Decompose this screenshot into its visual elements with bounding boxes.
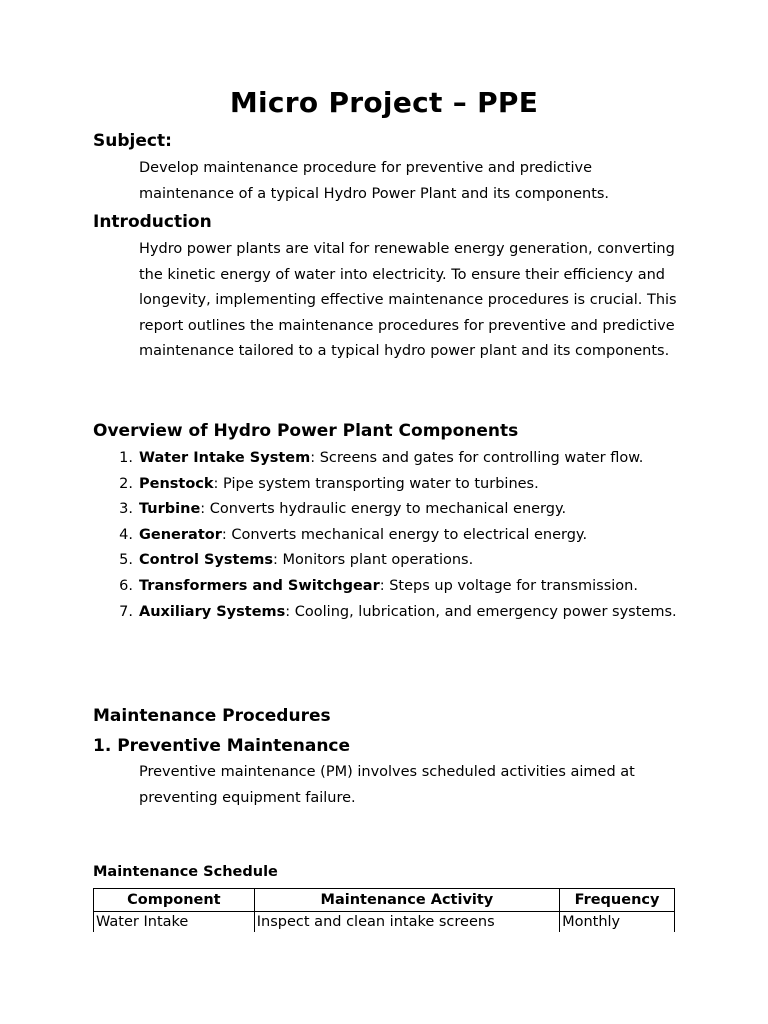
table-header-component: Component (94, 889, 255, 912)
introduction-heading: Introduction (93, 212, 212, 232)
list-item-number: 1. (119, 450, 133, 466)
components-list (93, 446, 693, 625)
list-item-term: Water Intake System (139, 450, 311, 466)
list-item-desc: : Screens and gates for controlling water flow. (310, 450, 644, 466)
overview-heading: Overview of Hydro Power Plant Components (93, 421, 519, 441)
list-item (93, 446, 693, 472)
maintenance-heading: Maintenance Procedures (93, 706, 331, 726)
list-item (93, 497, 693, 523)
introduction-text: Hydro power plants are vital for renewable energy generation, converting the kinetic energy of water into electricity. To ensure their efficiency and longevity, implementing effective maintenance procedures is crucial. This report outlines the maintenance procedures for preventive and predictive maintenance tailored to a typical hydro power plant and its components. (139, 241, 677, 360)
list-item-number: 4. (119, 526, 133, 543)
list-item-desc: : Pipe system transporting water to turbines. (213, 475, 539, 492)
list-item (93, 523, 693, 549)
list-item-desc: : Converts hydraulic energy to mechanical energy. (200, 501, 567, 518)
table-header-frequency: Frequency (560, 889, 675, 912)
list-item-number: 2. (119, 475, 133, 492)
list-item-desc: : Cooling, lubrication, and emergency power systems. (285, 603, 677, 620)
list-item-term: Control Systems (139, 552, 274, 569)
table-cell: Inspect and clean intake screens (254, 912, 559, 935)
table-row (94, 912, 675, 935)
list-item-number: 6. (119, 577, 133, 594)
list-item-number: 3. (119, 501, 133, 518)
table-cell: Monthly (560, 912, 675, 935)
list-item-desc: : Converts mechanical energy to electrical energy. (221, 526, 588, 543)
list-item (93, 472, 693, 498)
table-header-activity: Maintenance Activity (254, 889, 559, 912)
list-item-number: 5. (119, 552, 133, 569)
list-item-desc: : Monitors plant operations. (273, 552, 474, 569)
list-item-term: Turbine (139, 501, 201, 518)
list-item-term: Penstock (139, 475, 214, 492)
preventive-heading: 1. Preventive Maintenance (93, 736, 351, 756)
schedule-label: Maintenance Schedule (93, 864, 278, 880)
page-cutoff (0, 932, 768, 1024)
maintenance-schedule-table (93, 888, 675, 934)
list-item-term: Auxiliary Systems (139, 603, 286, 620)
document-title: Micro Project – PPE (229, 86, 539, 119)
subject-heading: Subject: (93, 131, 172, 151)
subject-text: Develop maintenance procedure for preventive and predictive maintenance of a typical Hydro Power Plant and its components. (139, 160, 610, 202)
list-item (93, 600, 693, 626)
list-item (93, 574, 693, 600)
table-header-row (94, 889, 675, 912)
list-item-term: Generator (139, 526, 222, 543)
table-cell: Water Intake (94, 912, 255, 935)
preventive-text: Preventive maintenance (PM) involves scheduled activities aimed at preventing equipment failure. (139, 764, 635, 806)
list-item (93, 548, 693, 574)
list-item-term: Transformers and Switchgear (139, 577, 380, 594)
list-item-number: 7. (119, 603, 133, 620)
list-item-desc: : Steps up voltage for transmission. (379, 577, 638, 594)
